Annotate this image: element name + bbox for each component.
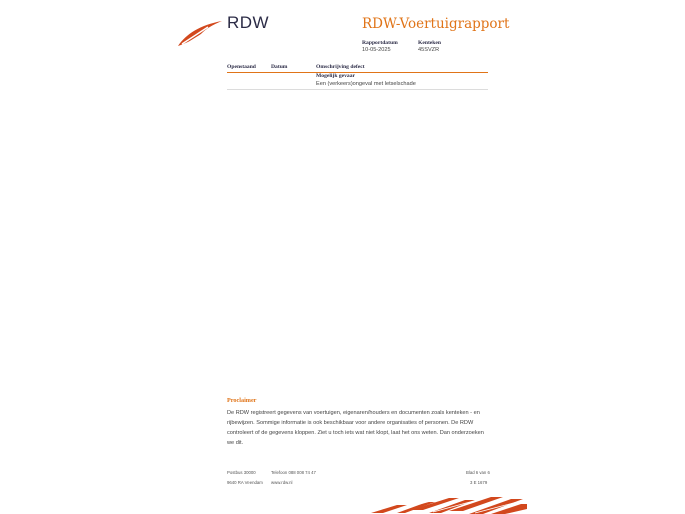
table-row-divider — [227, 89, 488, 90]
defect-category: Mogelijk gevaar — [316, 73, 355, 79]
report-title: RDW-Voertuigrapport — [362, 16, 510, 32]
column-header-datum: Datum — [271, 64, 288, 70]
footer-website[interactable]: www.rdw.nl — [271, 480, 293, 485]
footer-address-line2: 9640 RA Veendam — [227, 480, 263, 485]
rdw-logo-icon — [178, 21, 222, 47]
column-header-omschrijving: Omschrijving defect — [316, 64, 365, 70]
footer-address-line1: Postbus 30000 — [227, 470, 256, 475]
license-plate-value: 45SVZR — [418, 47, 440, 53]
footer-stripes-graphic — [371, 497, 527, 514]
footer-page-number: Blad 6 van 6 — [466, 470, 490, 475]
disclaimer-text: De RDW registreert gegevens van voertuigen, eigenaren/houders en documenten zoals kenteken - en rijbewijzen. Sommige informatie is ook beschikbaar voor andere organisaties of personen. De RDW controleert of de gegevens kloppen. Ziet u toch iets wat niet klopt, laat het ons weten. Dan onderzoeken we dit. — [227, 410, 484, 446]
license-plate-label: Kenteken — [418, 40, 441, 46]
footer-code: 3 E 1679 — [470, 480, 488, 485]
report-date-label: Rapportdatum — [362, 40, 398, 46]
report-date-value: 10-05-2025 — [362, 47, 391, 53]
disclaimer-title: Proclaimer — [227, 397, 257, 404]
column-header-openstaand: Openstaand — [227, 64, 256, 70]
table-header-divider — [227, 72, 488, 73]
footer-phone: Telefoon 088 008 74 47 — [271, 470, 316, 475]
logo-text: RDW — [227, 13, 270, 32]
table-row-description: Een (verkeers)ongeval met letselschade — [316, 81, 416, 87]
